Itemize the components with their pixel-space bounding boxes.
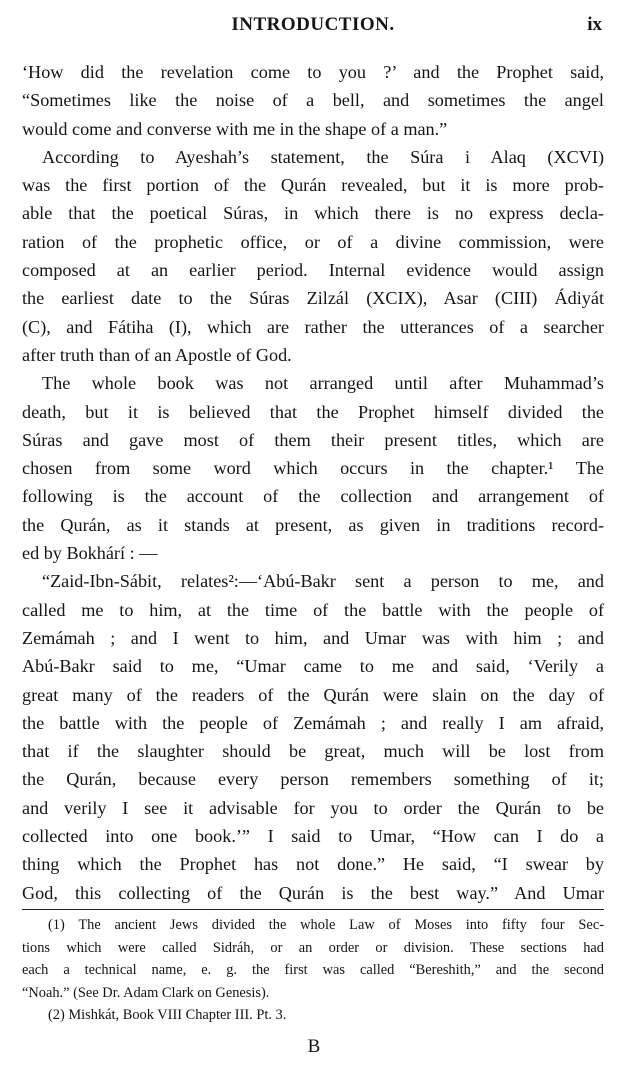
text-line: the Qurán, because every person remembers something of it; xyxy=(22,769,604,790)
text-line: was the first portion of the Qurán revealed, but it is more prob- xyxy=(22,175,604,196)
text-line: great many of the readers of the Qurán were slain on the day of xyxy=(22,684,604,705)
text-line: following is the account of the collection and arrangement of xyxy=(22,486,604,507)
text-line: (C), and Fátiha (I), which are rather the utterances of a searcher xyxy=(22,316,604,337)
text-line: ‘How did the revelation come to you ?’ and the Prophet said, xyxy=(22,62,604,82)
text-line: called me to him, at the time of the battle with the people of xyxy=(22,599,604,620)
footnote-line: tions which were called Sidráh, or an order or division. These sections had xyxy=(22,939,604,956)
footnote-line: (2) Mishkát, Book VIII Chapter III. Pt. 3. xyxy=(48,1007,287,1024)
text-line: Súras and gave most of them their present titles, which are xyxy=(22,429,604,450)
running-head xyxy=(24,14,602,42)
text-line: According to Ayeshah’s statement, the Súra i Alaq (XCVI) xyxy=(42,146,604,167)
text-line: ed by Bokhárí : — xyxy=(22,543,158,564)
footnote-2 xyxy=(22,1004,604,1027)
footnotes xyxy=(22,914,604,1027)
text-line: after truth than of an Apostle of God. xyxy=(22,344,292,365)
text-line: that if the slaughter should be great, much will be lost from xyxy=(22,741,604,762)
footnote-line: “Noah.” (See Dr. Adam Clark on Genesis). xyxy=(22,984,270,1001)
text-line: collected into one book.’” I said to Umar, “How can I do a xyxy=(22,826,604,847)
footnote-1 xyxy=(22,914,604,1004)
text-line: thing which the Prophet has not done.” He said, “I swear by xyxy=(22,854,604,875)
text-line: able that the poetical Súras, in which there is no express decla- xyxy=(22,203,604,224)
text-line: the battle with the people of Zemámah ; and really I am afraid, xyxy=(22,712,604,733)
paragraph-first-revealed xyxy=(22,143,604,369)
paragraph-zaid-narration xyxy=(22,567,604,907)
page-number: ix xyxy=(587,14,602,35)
text-line: “Sometimes like the noise of a bell, and sometimes the angel xyxy=(22,90,604,111)
text-line: composed at an earlier period. Internal evidence would assign xyxy=(22,260,604,281)
footnote-line: each a technical name, e. g. the first was called “Bereshith,” and the second xyxy=(22,962,604,979)
text-line: ration of the prophetic office, or of a divine commission, were xyxy=(22,231,604,252)
text-line: “Zaid-Ibn-Sábit, relates²:—‘Abú-Bakr sent a person to me, and xyxy=(42,571,604,592)
text-line: Zemámah ; and I went to him, and Umar was with him ; and xyxy=(22,627,604,648)
paragraph-arrangement xyxy=(22,369,604,567)
text-line: chosen from some word which occurs in the chapter.¹ The xyxy=(22,458,604,479)
text-line: The whole book was not arranged until after Muhammad’s xyxy=(42,373,604,394)
signature-mark: B xyxy=(307,1036,321,1057)
text-line: death, but it is believed that the Prophet himself divided the xyxy=(22,401,604,422)
footnote-line: (1) The ancient Jews divided the whole Law of Moses into fifty four Sec- xyxy=(48,917,604,933)
footnote-rule xyxy=(22,909,604,910)
text-line: God, this collecting of the Qurán is the best way.” And Umar xyxy=(22,882,604,903)
paragraph-revelation-quote xyxy=(22,58,604,143)
body-text xyxy=(22,58,604,907)
text-line: the Qurán, as it stands at present, as given in traditions record- xyxy=(22,514,604,535)
text-line: would come and converse with me in the shape of a man.” xyxy=(22,118,448,139)
chapter-title: INTRODUCTION. xyxy=(231,14,395,35)
text-line: Abú-Bakr said to me, “Umar came to me and said, ‘Verily a xyxy=(22,656,604,677)
text-line: the earliest date to the Súras Zilzál (XCIX), Asar (CIII) Ádiyát xyxy=(22,288,604,309)
text-line: and verily I see it advisable for you to order the Qurán to be xyxy=(22,797,604,818)
